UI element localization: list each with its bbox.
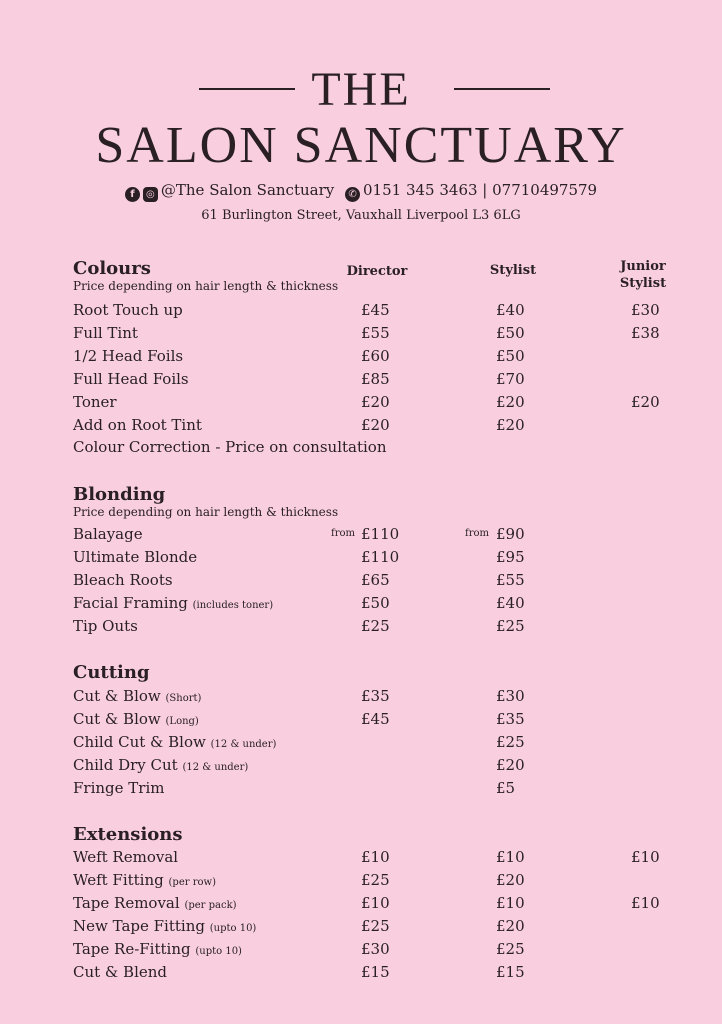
stylist-price: £20 [496, 917, 525, 935]
colour-correction-row [0, 436, 722, 458]
service-name: Cut & Blend [73, 963, 168, 981]
address: 61 Burlington Street, Vauxhall Liverpool L3 6LG [201, 208, 521, 223]
stylist-from-label: from [465, 528, 489, 539]
price-row [0, 777, 722, 799]
instagram-icon[interactable]: ◎ [143, 187, 158, 202]
service-note: (12 & under) [210, 739, 277, 750]
price-row [0, 754, 722, 776]
service-note: (per row) [168, 877, 216, 888]
stylist-price: £10 [496, 848, 525, 866]
service-name: 1/2 Head Foils [73, 347, 184, 365]
service-name: Tip Outs [73, 617, 138, 635]
stylist-price: £40 [496, 301, 525, 319]
stylist-price: £50 [496, 324, 525, 342]
director-price: £45 [361, 301, 390, 319]
service-note: (upto 10) [209, 923, 257, 934]
stylist-price: £35 [496, 710, 525, 728]
header-rule-right [454, 88, 550, 90]
stylist-price: £20 [496, 871, 525, 889]
junior-price: £10 [631, 894, 660, 912]
price-row [0, 615, 722, 637]
service-name: Weft Removal [73, 848, 179, 866]
section-title-extensions: Extensions [73, 824, 183, 845]
stylist-price: £95 [496, 548, 525, 566]
director-price: £10 [361, 848, 390, 866]
director-price: £25 [361, 871, 390, 889]
stylist-price: £10 [496, 894, 525, 912]
stylist-price: £30 [496, 687, 525, 705]
junior-price: £20 [631, 393, 660, 411]
service-name: Full Head Foils [73, 370, 189, 388]
price-row [0, 731, 722, 753]
social-handle: @The Salon Sanctuary [160, 181, 335, 199]
service-note: (12 & under) [182, 762, 249, 773]
director-price: £20 [361, 393, 390, 411]
stylist-price: £55 [496, 571, 525, 589]
whatsapp-icon[interactable]: ✆ [345, 187, 360, 202]
price-row [0, 523, 722, 545]
stylist-price: £25 [496, 940, 525, 958]
price-row [0, 322, 722, 344]
column-junior-stylist: Junior Stylist [619, 259, 667, 291]
salon-name: SALON SANCTUARY [95, 117, 627, 174]
section-title-cutting: Cutting [73, 662, 150, 683]
director-price: £30 [361, 940, 390, 958]
section-title-colours: Colours [73, 258, 151, 279]
column-stylist: Stylist [489, 263, 537, 278]
service-note: (upto 10) [195, 946, 242, 957]
director-price: £85 [361, 370, 390, 388]
price-row [0, 414, 722, 436]
junior-price: £30 [631, 301, 660, 319]
service-name: Ultimate Blonde [73, 548, 198, 566]
price-row [0, 345, 722, 367]
price-row [0, 391, 722, 413]
stylist-price: £20 [496, 756, 525, 774]
director-price: £45 [361, 710, 390, 728]
service-note: (includes toner) [192, 600, 274, 611]
colour-correction-text: Colour Correction - Price on consultation [73, 438, 387, 456]
service-note: (Short) [165, 693, 202, 704]
director-price: £35 [361, 687, 390, 705]
director-price: £55 [361, 324, 390, 342]
stylist-price: £90 [496, 525, 525, 543]
stylist-price: £15 [496, 963, 525, 981]
facebook-icon[interactable]: f [125, 187, 140, 202]
director-price: £65 [361, 571, 390, 589]
service-name: New Tape Fitting (upto 10) [73, 917, 257, 935]
price-row [0, 938, 722, 960]
stylist-price: £20 [496, 416, 525, 434]
service-name: Child Cut & Blow (12 & under) [73, 733, 277, 751]
price-row [0, 708, 722, 730]
service-note: (Long) [165, 716, 199, 727]
service-name: Cut & Blow (Short) [73, 687, 202, 705]
stylist-price: £50 [496, 347, 525, 365]
price-row [0, 846, 722, 868]
director-price: £50 [361, 594, 390, 612]
service-name: Full Tint [73, 324, 138, 342]
price-row [0, 685, 722, 707]
price-row [0, 592, 722, 614]
price-row [0, 569, 722, 591]
service-name: Tape Re-Fitting (upto 10) [73, 940, 242, 958]
section-note-colours: Price depending on hair length & thickness [73, 279, 339, 293]
service-name: Bleach Roots [73, 571, 173, 589]
contact-line [0, 180, 722, 202]
director-from-label: from [331, 528, 355, 539]
header-the: THE [311, 63, 411, 116]
service-name: Weft Fitting (per row) [73, 871, 216, 889]
service-name: Fringe Trim [73, 779, 165, 797]
price-row [0, 546, 722, 568]
service-name: Add on Root Tint [73, 416, 202, 434]
stylist-price: £40 [496, 594, 525, 612]
price-row [0, 299, 722, 321]
director-price: £25 [361, 917, 390, 935]
price-row [0, 368, 722, 390]
service-name: Facial Framing (includes toner) [73, 594, 274, 612]
service-name: Toner [73, 393, 117, 411]
junior-price: £38 [631, 324, 660, 342]
junior-price: £10 [631, 848, 660, 866]
stylist-price: £5 [496, 779, 516, 797]
price-row [0, 869, 722, 891]
section-note-blonding: Price depending on hair length & thickness [73, 505, 339, 519]
service-note: (per pack) [184, 900, 237, 911]
service-name: Child Dry Cut (12 & under) [73, 756, 249, 774]
director-price: £110 [361, 525, 400, 543]
price-row [0, 892, 722, 914]
column-director: Director [346, 264, 408, 279]
price-row [0, 915, 722, 937]
director-price: £110 [361, 548, 400, 566]
service-name: Root Touch up [73, 301, 183, 319]
stylist-price: £25 [496, 617, 525, 635]
service-name: Tape Removal (per pack) [73, 894, 237, 912]
director-price: £60 [361, 347, 390, 365]
stylist-price: £70 [496, 370, 525, 388]
director-price: £25 [361, 617, 390, 635]
director-price: £10 [361, 894, 390, 912]
section-title-blonding: Blonding [73, 484, 166, 505]
stylist-price: £20 [496, 393, 525, 411]
service-name: Balayage [73, 525, 143, 543]
stylist-price: £25 [496, 733, 525, 751]
director-price: £15 [361, 963, 390, 981]
phone-numbers: 0151 345 3463 | 07710497579 [363, 181, 598, 199]
service-name: Cut & Blow (Long) [73, 710, 199, 728]
director-price: £20 [361, 416, 390, 434]
price-row [0, 961, 722, 983]
